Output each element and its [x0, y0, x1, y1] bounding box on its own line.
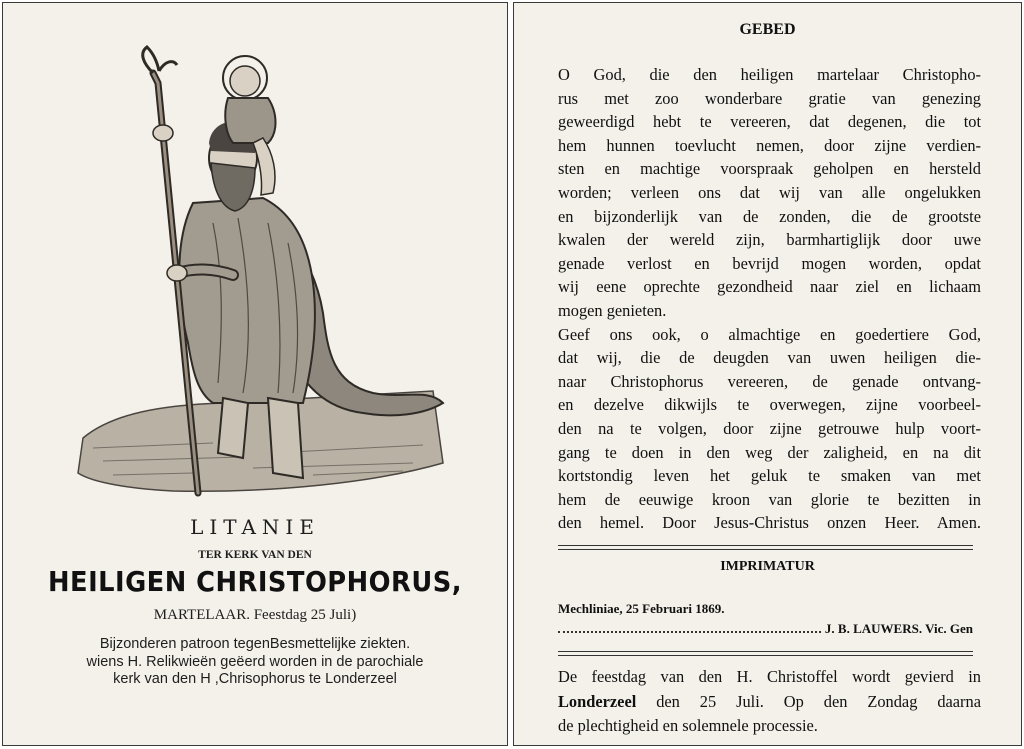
divider-rule — [558, 545, 973, 550]
prayer-back-page — [513, 2, 1022, 746]
prayer-line: naar Christophorus vereeren, de genade ontvang- — [558, 371, 981, 391]
patron-line: wiens H. Relikwieën geëerd worden in de parochiale — [86, 653, 424, 670]
prayer-line: kortstondig leven het geluk te smaken van met — [558, 466, 981, 486]
prayer-line: en bijzonderlijk van de zonden, die de grootste — [558, 206, 981, 226]
patron-line: Bijzonderen patroon tegenBesmettelijke ziekten. — [99, 636, 411, 652]
saint-christopher-illustration — [73, 43, 453, 508]
prayer-line: kwalen der wereld zijn, barmhartiglijk door uwe — [558, 230, 981, 250]
prayer-line: wij eene oprechte gezondheid naar ziel en lichaam — [558, 277, 981, 297]
prayer-line: dat wij, die de deugden van uwen heiligen die- — [558, 348, 981, 368]
feast-day-line: MARTELAAR. Feestdag 25 Juli) — [153, 607, 357, 623]
prayer-line: Geef ons ook, o almachtige en goedertiere God, — [558, 324, 981, 344]
church-subheading: TER KERK VAN DEN — [198, 549, 312, 561]
prayer-title: GEBED — [739, 21, 796, 38]
feast-place: Londerzeel — [558, 691, 637, 711]
approval-signature: J. B. LAUWERS. Vic. Gen — [824, 621, 973, 636]
feast-line: De feestdag van den H. Christoffel wordt gevierd in — [558, 667, 981, 686]
patron-description — [3, 636, 507, 689]
approval-date: Mechliniae, 25 Februari 1869. — [558, 601, 725, 616]
prayer-line: worden; verleen ons dat wij van alle ongelukken — [558, 182, 981, 202]
prayer-line: gang te doen in den weg der zaligheid, en na dit — [558, 442, 981, 462]
prayer-line: den hemel. Door Jesus-Christus onzen Heer. Amen. — [558, 513, 981, 533]
patron-line: kerk van den H ,Chrisophorus te Londerzeel — [113, 671, 397, 687]
prayer-line: rus met zoo wonderbare gratie van genezing — [558, 88, 981, 108]
prayer-line: en dezelve dikwijls te overwegen, zijne voorbeel- — [558, 395, 981, 415]
feast-line: de plechtigheid en solemnele processie. — [558, 716, 818, 735]
prayer-line: O God, die den heiligen martelaar Christopho- — [558, 65, 981, 84]
approval-signature-line — [558, 621, 973, 637]
prayer-line: mogen genieten. — [558, 300, 667, 320]
feast-note — [558, 665, 981, 739]
feast-line — [558, 690, 981, 715]
dotted-leader — [558, 621, 821, 633]
litany-front-page — [2, 2, 508, 746]
imprimatur-heading: IMPRIMATUR — [720, 559, 815, 574]
saint-name-heading: HEILIGEN CHRISTOPHORUS, — [48, 565, 462, 598]
prayer-text — [558, 63, 981, 535]
prayer-line: hem hunnen toevlucht nemen, door zijne verdien- — [558, 135, 981, 155]
divider-rule — [558, 651, 973, 656]
prayer-line: hem de eeuwige kroon van glorie te bezitten in — [558, 489, 981, 509]
prayer-line: sten en machtige voorspraak geholpen en hersteld — [558, 159, 981, 179]
litanie-heading: LITANIE — [190, 515, 320, 539]
prayer-line: den na te volgen, door zijne getrouwe hulp voort- — [558, 418, 981, 438]
prayer-line: geweerdigd hebt te vereeren, dat degenen, die tot — [558, 112, 981, 132]
prayer-line: genade verlost en bevrijd mogen worden, opdat — [558, 253, 981, 273]
feast-line-rest: den 25 Juli. Op den Zondag daarna — [636, 691, 981, 711]
